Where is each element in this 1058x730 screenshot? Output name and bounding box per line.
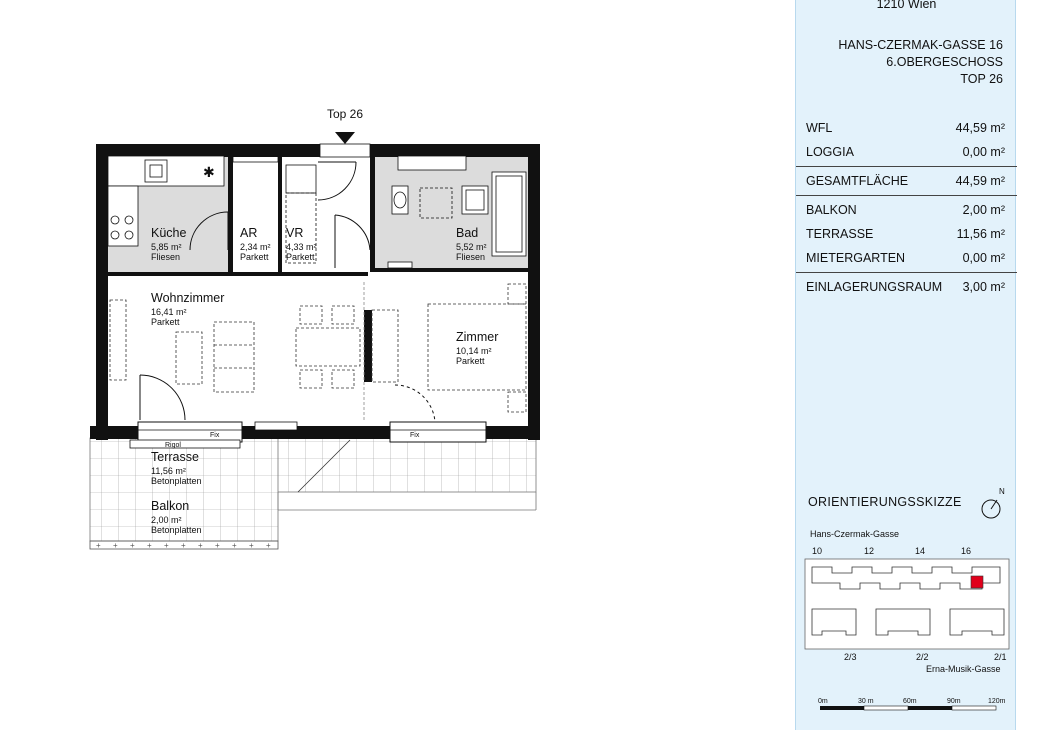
street-bottom-label: Erna-Musik-Gasse xyxy=(926,664,1001,674)
svg-text:+: + xyxy=(181,541,186,550)
area-table xyxy=(796,116,1017,299)
room-vr-area: 4,33 m² xyxy=(286,242,317,252)
house-number-14: 14 xyxy=(915,546,926,556)
entrance-label: Top 26 xyxy=(326,107,364,121)
area-row: LOGGIA 0,00 m² xyxy=(806,145,1005,159)
area-row: MIETERGARTEN 0,00 m² xyxy=(806,251,1005,265)
room-bad-area: 5,52 m² xyxy=(456,242,487,252)
room-wohnzimmer-area: 16,41 m² xyxy=(151,307,187,317)
room-balkon-area: 2,00 m² xyxy=(151,515,182,525)
house-number-2-1: 2/1 xyxy=(994,652,1007,662)
room-kueche-name: Küche xyxy=(151,226,187,240)
orientation-title: ORIENTIERUNGSSKIZZE xyxy=(808,495,962,509)
room-kueche-area: 5,85 m² xyxy=(151,242,182,252)
room-ar-floor: Parkett xyxy=(240,252,269,262)
room-balkon-name: Balkon xyxy=(151,499,190,513)
svg-text:+: + xyxy=(249,541,254,550)
scale-bar xyxy=(820,706,996,710)
room-vr-floor: Parkett xyxy=(286,252,315,262)
svg-text:+: + xyxy=(113,541,118,550)
fan-icon: ✱ xyxy=(203,165,215,181)
building-2-1 xyxy=(950,609,1004,635)
room-vr-name: VR xyxy=(286,226,304,240)
sill-label-right: Fix xyxy=(410,432,420,439)
unit-number: TOP 26 xyxy=(960,72,1003,86)
house-number-16: 16 xyxy=(961,546,972,556)
area-row: BALKON 2,00 m² xyxy=(806,203,1005,217)
svg-text:+: + xyxy=(130,541,135,550)
entrance-arrow-icon xyxy=(335,132,355,144)
house-number-12: 12 xyxy=(864,546,875,556)
scale-label-60: 60m xyxy=(903,698,917,705)
room-zimmer-name: Zimmer xyxy=(456,330,499,344)
svg-text:+: + xyxy=(232,541,237,550)
floor-level: 6.OBERGESCHOSS xyxy=(886,55,1003,69)
room-terrasse-name: Terrasse xyxy=(151,450,199,464)
room-balkon-floor: Betonplatten xyxy=(151,525,202,535)
building-2-2 xyxy=(876,609,930,635)
svg-text:+: + xyxy=(164,541,169,550)
street-top-label: Hans-Czermak-Gasse xyxy=(810,529,900,539)
room-wohnzimmer-floor: Parkett xyxy=(151,317,180,327)
room-zimmer-area: 10,14 m² xyxy=(456,346,492,356)
room-zimmer-floor: Parkett xyxy=(456,356,485,366)
building-2-3 xyxy=(812,609,856,635)
area-row: WFL 44,59 m² xyxy=(806,121,1005,135)
room-ar-name: AR xyxy=(240,226,258,240)
room-bad-name: Bad xyxy=(456,226,479,240)
sill-label-rigol: Rigol xyxy=(165,442,181,449)
area-row-total: GESAMTFLÄCHE 44,59 m² xyxy=(806,174,1005,188)
room-terrasse-area: 11,56 m² xyxy=(151,466,186,476)
room-ar-area: 2,34 m² xyxy=(240,242,271,252)
room-wohnzimmer-name: Wohnzimmer xyxy=(151,291,225,305)
unit-location-marker xyxy=(971,576,983,588)
room-terrasse-floor: Betonplatten xyxy=(151,476,202,486)
room-bad-floor: Fliesen xyxy=(456,252,486,262)
svg-text:+: + xyxy=(147,541,152,550)
area-row-storage: EINLAGERUNGSRAUM 3,00 m² xyxy=(806,280,1005,294)
scale-label-90: 90m xyxy=(947,698,961,705)
house-number-10: 10 xyxy=(812,546,823,556)
svg-text:+: + xyxy=(198,541,203,550)
city: 1210 Wien xyxy=(876,0,937,11)
svg-text:+: + xyxy=(96,541,101,550)
svg-text:+: + xyxy=(215,541,220,550)
scale-label-30: 30 m xyxy=(858,698,874,705)
svg-text:+: + xyxy=(266,541,271,550)
sill-label-left: Fix xyxy=(210,432,220,439)
room-kueche-floor: Fliesen xyxy=(151,252,181,262)
house-number-2-2: 2/2 xyxy=(916,652,929,662)
house-number-2-3: 2/3 xyxy=(844,652,857,662)
scale-label-0: 0m xyxy=(818,698,828,705)
area-row: TERRASSE 11,56 m² xyxy=(806,227,1005,241)
street: HANS-CZERMAK-GASSE 16 xyxy=(838,38,1003,52)
compass-north-label: N xyxy=(999,487,1005,496)
scale-label-120: 120m xyxy=(988,698,1006,705)
